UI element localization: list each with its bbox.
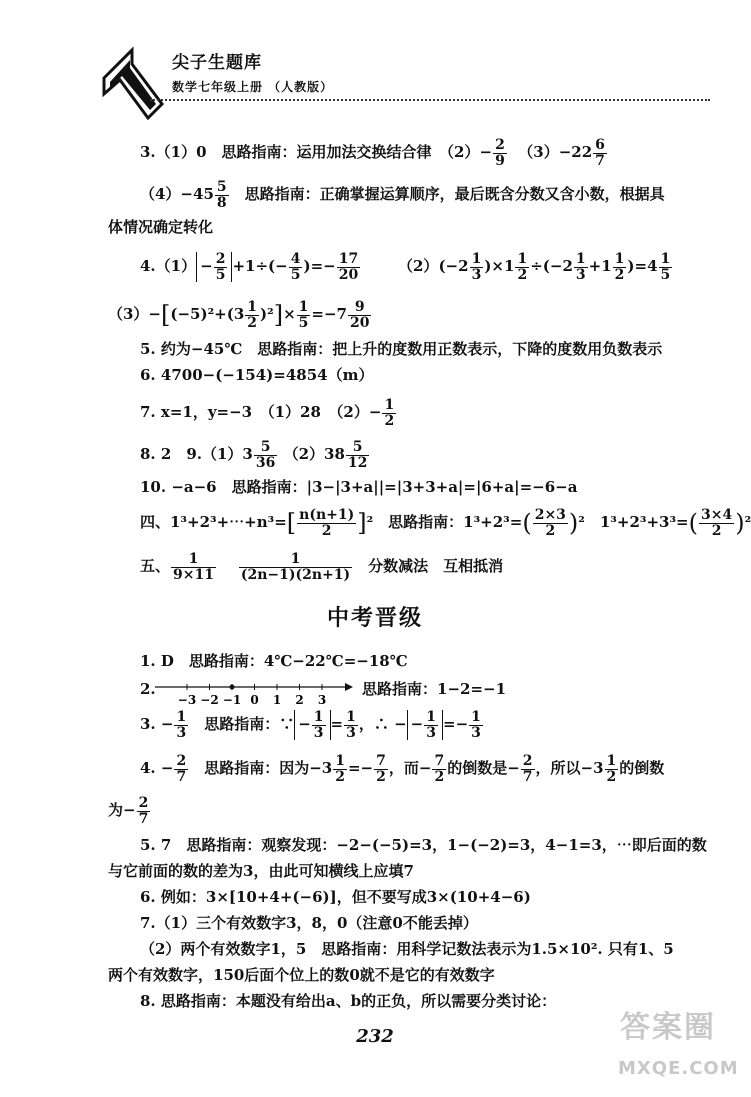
number-line-label: 1 (272, 693, 282, 707)
zk-answer-1: 1. D 思路指南：4℃−22℃=−18℃ (140, 652, 408, 670)
answer-7: 7. x=1，y=−3 （1）28 （2）− $\frac{1}{2}$ (140, 397, 395, 429)
answer-5: 5. 约为−45℃ 思路指南：把上升的度数用正数表示，下降的度数用负数表示 (140, 340, 663, 358)
arrow-logo-icon (98, 44, 168, 136)
answer-8-9: 8. 2 9.（1）3 $\frac{5}{36}$ （2）38 $\frac{5}{12}$ (140, 439, 368, 471)
answer-4-1: 4.（1） − $\frac{2}{5}$ +1÷(− $\frac{4}{5}$ )=− $\frac{17}{20}$ (140, 251, 359, 283)
zk-answer-4-cont: 为− $\frac{2}{7}$ (108, 795, 149, 827)
answer-3: 3.（1）0 思路指南：运用加法交换结合律 （2）− $\frac{2}{9}$ （3）−22 $\frac{6}{7}$ (140, 137, 605, 169)
answer-6: 6. 4700−(−154)=4854（m） (140, 366, 374, 384)
zk-answer-6: 6. 例如：3×[10+4+(−6)]，但不要写成3×(10+4−6) (140, 888, 531, 906)
number-line (155, 679, 355, 709)
number-line-label: 2 (295, 693, 304, 707)
zk-answer-2: 思路指南：1−2=−1 (362, 680, 507, 698)
zk-answer-5: 5. 7 思路指南：观察发现：−2−(−5)=3，1−(−2)=3，4−1=3，⋯即后面的数 (140, 836, 707, 854)
zk-answer-3: 3. − $\frac{1}{3}$ 思路指南：∵ − $\frac{1}{3}$ = $\frac{1}{3}$ ，∴ − − $\frac{1}{3}$ =− $\frac{1}{3}$ (140, 709, 481, 741)
zk-answer-8: 8. 思路指南：本题没有给出a、b的正负，所以需要分类讨论： (140, 992, 557, 1010)
answer-wu: 五、 $\frac{1}{9\times 11}$ $\frac{1}{(2n-1)(2n+1)}$ 分数减法 互相抵消 (140, 551, 504, 583)
watermark (600, 1000, 750, 1097)
watermark-url: MXQE.COM (618, 1058, 739, 1079)
zk-answer-2-label: 2. (140, 680, 156, 698)
answer-3-4: （4）−45 $\frac{5}{8}$ 思路指南：正确掌握运算顺序，最后既含分数又含小数，根据具 (140, 179, 665, 211)
answer-10: 10. −a−6 思路指南：|3−|3+a||=|3+3+a|=|6+a|=−6−a (140, 478, 578, 496)
number-line-label: −2 (200, 693, 219, 707)
page-number: 232 (356, 1026, 394, 1047)
zk-answer-7-2-cont: 两个有效数字，150后面个位上的数0就不是它的有效数字 (108, 966, 495, 984)
answer-3-4-cont: 体情况确定转化 (108, 218, 214, 236)
number-line-label: 0 (250, 693, 259, 707)
section-title: 中考晋级 (326, 606, 423, 631)
zk-answer-5-cont: 与它前面的数的差为3，由此可知横线上应填7 (108, 862, 414, 880)
number-line-label: −1 (222, 693, 242, 707)
answer-4-2: （2）(−2 $\frac{1}{3}$ )×1 $\frac{1}{2}$ ÷(−2 $\frac{1}{3}$ +1 $\frac{1}{2}$ )=4 $\frac{1}{5}$ (398, 251, 671, 283)
watermark-logo-text: 答案圈 (620, 1010, 716, 1045)
header-subtitle: 数学七年级上册 （人教版） (172, 80, 334, 94)
number-line-label: −3 (177, 693, 197, 707)
header-title: 尖子生题库 (172, 53, 262, 73)
answer-si: 四、1³+2³+⋯+n³=[ $\frac{n(n+1)}{2}$ ]² 思路指南：1³+2³=( $\frac{2\times 3}{2}$ )² 1³+2³+3³=( $\frac{3\times 4}{2}$ )² (140, 507, 751, 539)
zk-answer-7-1: 7.（1）三个有效数字3，8，0（注意0不能丢掉） (140, 914, 478, 932)
header-divider (150, 99, 710, 101)
answer-4-3: （3）−[(−5)²+(3 $\frac{1}{2}$ )²]× $\frac{1}{5}$ =−7 $\frac{9}{20}$ (108, 299, 370, 331)
zk-answer-4: 4. − $\frac{2}{7}$ 思路指南：因为−3 $\frac{1}{2}$ =− $\frac{7}{2}$ ，而− $\frac{7}{2}$ 的倒数是− $\frac{2}{7}$ ，所以−3 $\frac{1}{2}$ 的倒数 (140, 753, 665, 785)
number-line-label: 3 (317, 693, 327, 707)
zk-answer-7-2: （2）两个有效数字1，5 思路指南：用科学记数法表示为1.5×10². 只有1、5 (140, 940, 674, 958)
